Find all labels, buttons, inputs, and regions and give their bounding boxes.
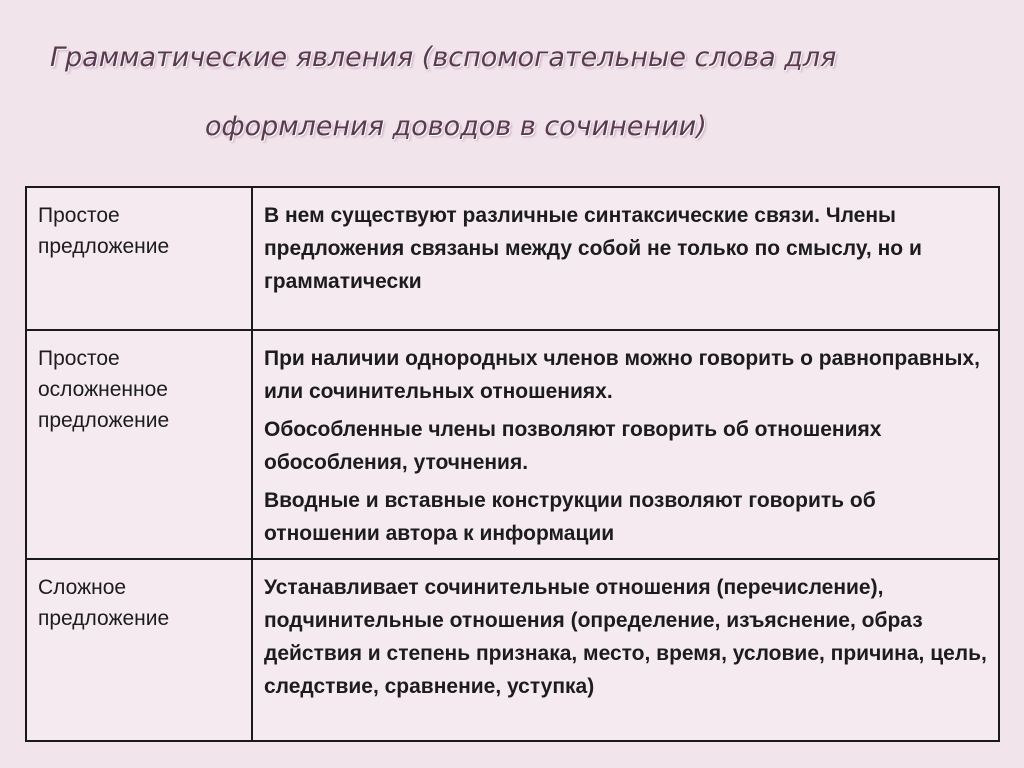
term-cell: Сложное предложение — [26, 559, 252, 741]
description-cell — [252, 187, 999, 330]
description-paragraph: Устанавливает сочинительные отношения (перечисление), подчинительные отношения (определение, изъяснение, образ действия и степень признака, место, время, условие, причина, цель, следствие, сравнение, уступка) — [264, 576, 987, 698]
description-paragraph: Обособленные члены позволяют говорить об отношениях обособления, уточнения. — [264, 418, 882, 474]
table-row — [26, 559, 999, 741]
term-cell: Простое осложненное предложение — [26, 330, 252, 559]
grammar-table — [25, 186, 1000, 742]
table-row — [26, 330, 999, 559]
table-row — [26, 187, 999, 330]
slide-title-line-1: Грамматические явления (вспомогательные слова для — [50, 42, 837, 73]
description-cell — [252, 559, 999, 741]
description-paragraph: В нем существуют различные синтаксические связи. Члены предложения связаны между собой не только по смыслу, но и грамматически — [264, 204, 922, 293]
slide-title-line-2: оформления доводов в сочинении) — [205, 111, 707, 142]
description-paragraph: При наличии однородных членов можно говорить о равноправных, или сочинительных отношениях. — [264, 347, 980, 403]
description-paragraph: Вводные и вставные конструкции позволяют говорить об отношении автора к информации — [264, 489, 876, 545]
description-cell — [252, 330, 999, 559]
term-cell: Простое предложение — [26, 187, 252, 330]
